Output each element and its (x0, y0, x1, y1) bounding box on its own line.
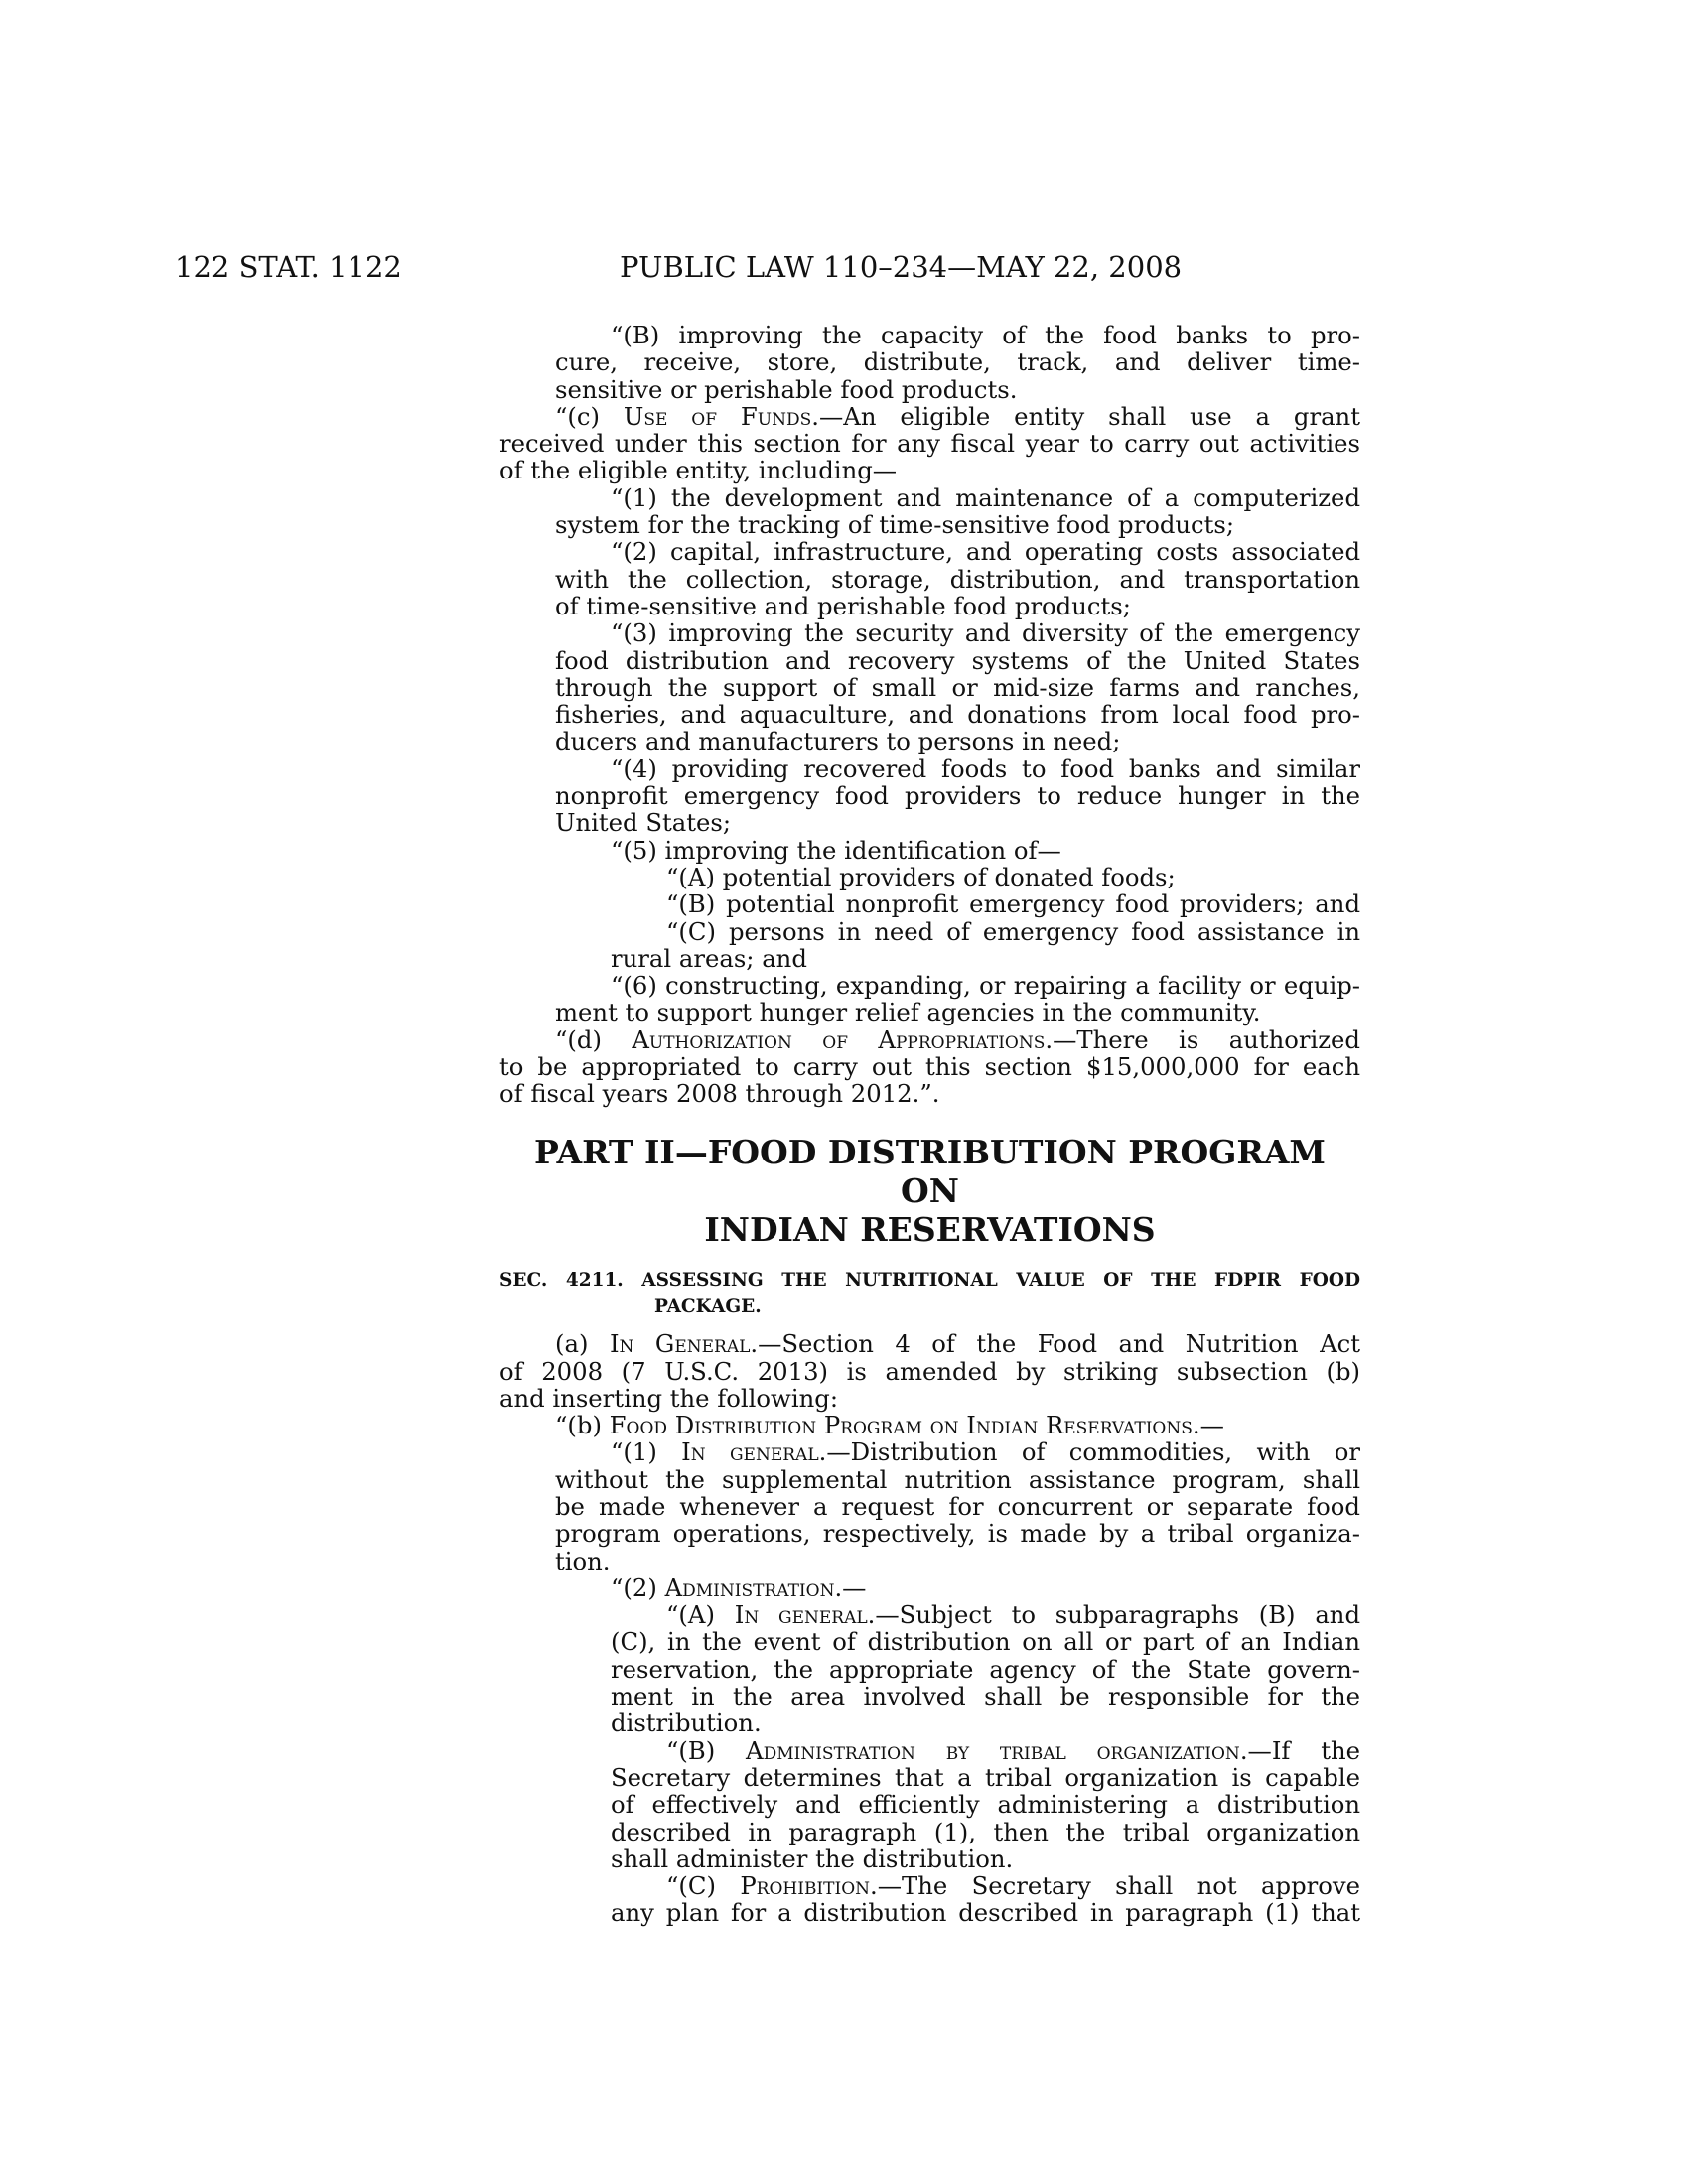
text-line: of fiscal years 2008 through 2012.”. (499, 1079, 940, 1109)
subsection-heading-line: (a) In General.—Section 4 of the Food and Nutrition Act (555, 1329, 1360, 1359)
text-line: reservation, the appropriate agency of the State govern- (611, 1654, 1360, 1684)
subsection-heading-line: “(b) Food Distribution Program on Indian Reservations.— (555, 1411, 1224, 1440)
text-line: “(B) potential nonprofit emergency food providers; and (666, 889, 1360, 919)
public-law-reference: PUBLIC LAW 110–234—MAY 22, 2008 (620, 250, 1183, 284)
text-line: with the collection, storage, distribution, and transportation (555, 564, 1360, 594)
text-line: through the support of small or mid-size farms and ranches, (555, 672, 1360, 702)
text-line: of 2008 (7 U.S.C. 2013) is amended by striking subsection (b) (499, 1356, 1360, 1386)
text-line: any plan for a distribution described in paragraph (1) that (611, 1898, 1360, 1928)
text-line: without the supplemental nutrition assistance program, shall (555, 1464, 1360, 1494)
text-line: system for the tracking of time-sensitive food products; (555, 510, 1235, 540)
running-header (175, 250, 1366, 290)
subsection-heading-line: “(c) Use of Funds.—An eligible entity shall use a grant (555, 401, 1360, 431)
text-line: United States; (555, 808, 732, 838)
text-line: sensitive or perishable food products. (555, 374, 1018, 404)
document-body (499, 322, 1360, 1927)
text-line: fisheries, and aquaculture, and donations from local food pro- (555, 700, 1360, 730)
text-line: “(C) persons in need of emergency food assistance in (666, 916, 1360, 946)
text-line: shall administer the distribution. (611, 1843, 1014, 1873)
text-line: tion. (555, 1546, 611, 1575)
text-line: Secretary determines that a tribal organization is capable (611, 1762, 1360, 1792)
text-line: ment to support hunger relief agencies in the community. (555, 998, 1261, 1027)
section-heading (499, 1267, 1360, 1321)
text-line: “(2) capital, infrastructure, and operating costs associated (611, 537, 1360, 567)
text-line: rural areas; and (611, 943, 807, 973)
section-heading-line: PACKAGE. (654, 1296, 762, 1317)
text-line: described in paragraph (1), then the tribal organization (611, 1817, 1360, 1846)
text-line: to be appropriated to carry out this section $15,000,000 for each (499, 1052, 1360, 1082)
text-line: of the eligible entity, including— (499, 456, 898, 485)
subsection-heading: In General (609, 1329, 751, 1359)
text-line: cure, receive, store, distribute, track, and deliver time- (555, 347, 1360, 377)
text-line: program operations, respectively, is made by a tribal organiza- (555, 1519, 1360, 1549)
subsection-heading: Food Distribution Program on Indian Reservations (609, 1411, 1193, 1440)
stat-reference: 122 STAT. 1122 (175, 250, 402, 284)
text-line: (C), in the event of distribution on all or part of an Indian (611, 1627, 1360, 1657)
text-line: of effectively and efficiently administering a distribution (611, 1790, 1360, 1820)
part-title-line: PART II—FOOD DISTRIBUTION PROGRAM ON (534, 1132, 1326, 1210)
subsection-heading-line: “(d) Authorization of Appropriations.—There is authorized (555, 1024, 1360, 1054)
text-line: received under this section for any fiscal year to carry out activities (499, 429, 1360, 459)
text-line: “(1) the development and maintenance of a computerized (611, 482, 1360, 512)
part-title (499, 1133, 1360, 1249)
text-line: “(4) providing recovered foods to food banks and similar (611, 753, 1360, 783)
paragraph-heading: In general (681, 1437, 819, 1467)
text-line: distribution. (611, 1708, 762, 1738)
subsection-heading: Authorization of Appropriations (632, 1024, 1046, 1054)
subparagraph-heading: In general (734, 1600, 868, 1630)
section-heading-line: SEC. 4211. ASSESSING THE NUTRITIONAL VALUE OF THE FDPIR FOOD (499, 1269, 1360, 1291)
text-line: ment in the area involved shall be responsible for the (611, 1682, 1360, 1711)
subparagraph-heading-line: “(A) In general.—Subject to subparagraphs (B) and (666, 1600, 1361, 1630)
text-line: “(A) potential providers of donated foods; (666, 862, 1176, 891)
subparagraph-heading-line: “(B) Administration by tribal organization.—If the (666, 1735, 1360, 1765)
subparagraph-heading-line: “(C) Prohibition.—The Secretary shall not approve (666, 1871, 1360, 1901)
text-line: “(B) improving the capacity of the food banks to pro- (611, 321, 1360, 349)
text-line: and inserting the following: (499, 1383, 839, 1413)
text-line: be made whenever a request for concurrent or separate food (555, 1491, 1360, 1521)
text-line: nonprofit emergency food providers to reduce hunger in the (555, 781, 1360, 811)
part-title-line: INDIAN RESERVATIONS (704, 1209, 1156, 1249)
paragraph-heading-line: “(2) Administration.— (611, 1572, 867, 1602)
paragraph-heading-line: “(1) In general.—Distribution of commodities, with or (611, 1437, 1361, 1467)
text-line: “(5) improving the identification of— (611, 835, 1061, 865)
text-line: food distribution and recovery systems of the United States (555, 645, 1360, 675)
subparagraph-heading: Prohibition (740, 1871, 871, 1901)
paragraph-heading: Administration (664, 1572, 835, 1602)
text-line: “(3) improving the security and diversity of the emergency (611, 618, 1360, 648)
text-line: of time-sensitive and perishable food products; (555, 591, 1131, 620)
subsection-heading: Use of Funds (623, 401, 812, 431)
text-line: “(6) constructing, expanding, or repairing a facility or equip- (611, 971, 1360, 1001)
subparagraph-heading: Administration by tribal organization (746, 1735, 1240, 1765)
text-line: ducers and manufacturers to persons in need; (555, 727, 1121, 756)
